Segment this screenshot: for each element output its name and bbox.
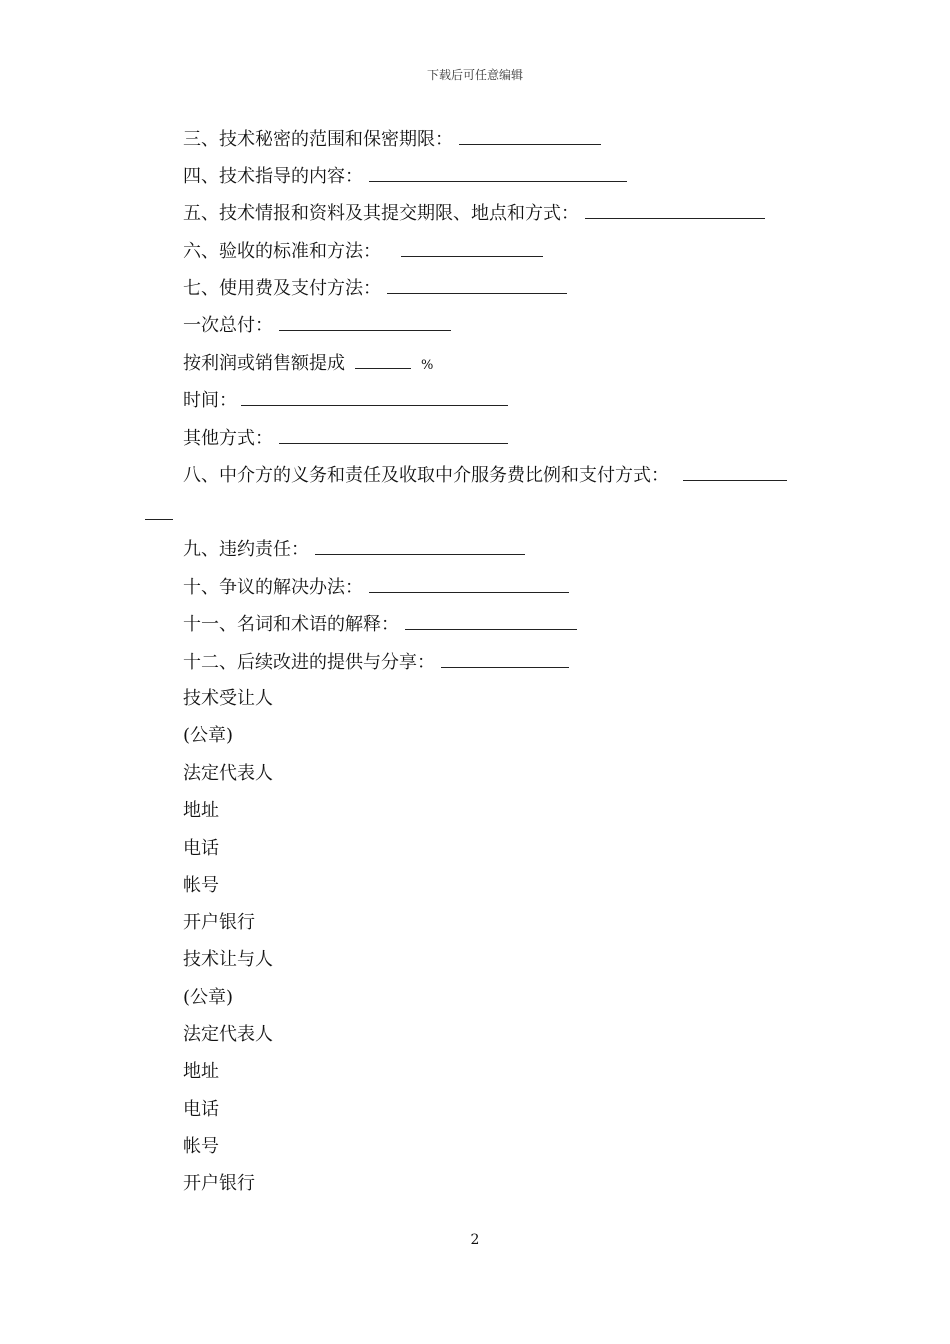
transferee-seal: (公章) [183, 725, 234, 746]
clause-7 [183, 277, 567, 300]
transferor-seal: (公章) [183, 987, 234, 1008]
clause-9 [183, 538, 525, 561]
transferor-title: 技术让与人 [183, 949, 273, 970]
clause-8 [183, 464, 787, 487]
clause-4-blank [369, 165, 627, 182]
time-blank [241, 389, 508, 406]
transferor-phone: 电话 [183, 1099, 219, 1120]
clause-8-blank [683, 464, 787, 481]
clause-10-label: 十、争议的解决办法： [183, 577, 363, 598]
transferee-rep: 法定代表人 [183, 763, 273, 784]
clause-8-blank-continued [145, 519, 173, 520]
clause-3 [183, 128, 601, 151]
lump-sum-label: 一次总付： [183, 315, 273, 336]
lump-sum [183, 314, 451, 337]
clause-12 [183, 651, 569, 674]
clause-6 [183, 240, 543, 263]
transferee-address: 地址 [183, 800, 219, 821]
clause-11 [183, 613, 577, 636]
transferee-phone: 电话 [183, 838, 219, 859]
page-number: 2 [470, 1232, 480, 1248]
other-method-blank [279, 427, 508, 444]
other-method-label: 其他方式： [183, 428, 273, 449]
clause-10 [183, 576, 569, 599]
percent-sign: % [421, 358, 434, 373]
other-method [183, 427, 508, 450]
clause-10-blank [369, 576, 569, 593]
page-header: 下载后可任意编辑 [426, 68, 523, 82]
clause-3-label: 三、技术秘密的范围和保密期限： [183, 129, 453, 150]
transferor-rep: 法定代表人 [183, 1024, 273, 1045]
clause-5 [183, 202, 765, 225]
time-label: 时间： [183, 390, 237, 411]
profit-share-label: 按利润或销售额提成 [183, 353, 345, 374]
clause-4 [183, 165, 627, 188]
clause-6-blank [401, 240, 543, 257]
clause-7-blank [387, 277, 567, 294]
lump-sum-blank [279, 314, 451, 331]
clause-11-blank [405, 613, 577, 630]
clause-3-blank [459, 128, 601, 145]
transferee-title: 技术受让人 [183, 688, 273, 709]
transferor-bank: 开户银行 [183, 1173, 255, 1194]
clause-9-blank [315, 538, 525, 555]
clause-12-blank [441, 651, 569, 668]
clause-6-label: 六、验收的标准和方法： [183, 241, 381, 262]
clause-12-label: 十二、后续改进的提供与分享： [183, 652, 435, 673]
profit-share [183, 352, 433, 377]
transferee-bank: 开户银行 [183, 912, 255, 933]
transferor-address: 地址 [183, 1061, 219, 1082]
clause-4-label: 四、技术指导的内容： [183, 166, 363, 187]
clause-11-label: 十一、名词和术语的解释： [183, 614, 399, 635]
clause-5-label: 五、技术情报和资料及其提交期限、地点和方式： [183, 203, 579, 224]
profit-share-blank [355, 352, 411, 369]
clause-8-label: 八、中介方的义务和责任及收取中介服务费比例和支付方式： [183, 465, 669, 486]
transferee-account: 帐号 [183, 875, 219, 896]
transferor-account: 帐号 [183, 1136, 219, 1157]
clause-9-label: 九、违约责任： [183, 539, 309, 560]
clause-7-label: 七、使用费及支付方法： [183, 278, 381, 299]
clause-5-blank [585, 202, 765, 219]
time [183, 389, 508, 412]
